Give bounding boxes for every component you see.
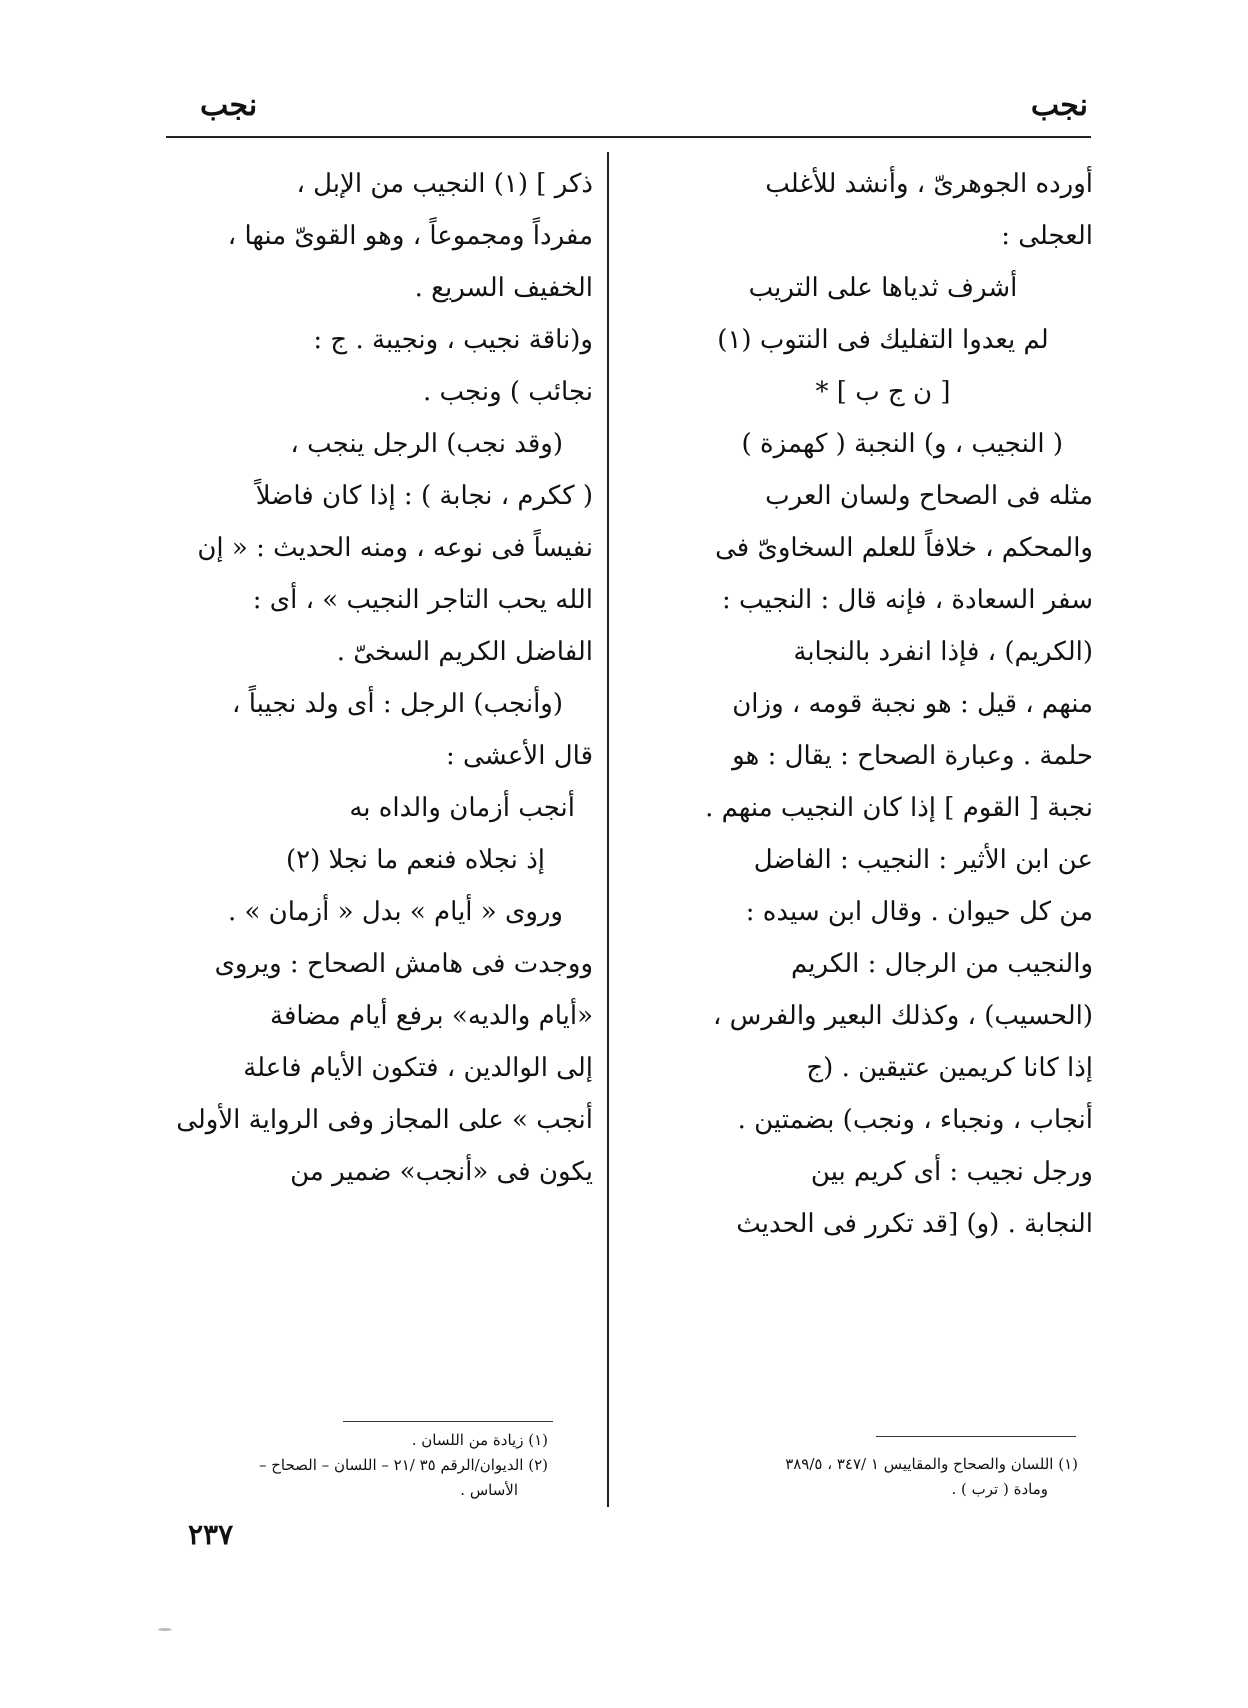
footnote-rule-right xyxy=(876,1436,1076,1437)
text-line: أنجب » على المجاز وفى الرواية الأولى xyxy=(176,1105,593,1135)
verse-line: لم يعدوا التفليك فى النتوب (١) xyxy=(717,325,1049,355)
text-line: مثله فى الصحاح ولسان العرب xyxy=(765,481,1093,511)
text-line: إلى الوالدين ، فتكون الأيام فاعلة xyxy=(243,1053,593,1083)
footnote-rule-left xyxy=(343,1421,553,1422)
text-line: «أيام والديه» برفع أيام مضافة xyxy=(270,1001,593,1031)
footnote: الأساس . xyxy=(460,1481,518,1499)
text-line: عن ابن الأثير : النجيب : الفاضل xyxy=(753,845,1093,875)
text-line: من كل حيوان . وقال ابن سيده : xyxy=(745,897,1093,927)
verse-line: أنجب أزمان والداه به xyxy=(349,793,575,823)
verse-line: إذ نجلاه فنعم ما نجلا (٢) xyxy=(285,845,545,875)
left-column xyxy=(163,158,593,1198)
text-line: ( ككرم ، نجابة ) : إذا كان فاضلاً xyxy=(255,481,593,511)
text-line: ووجدت فى هامش الصحاح : ويروى xyxy=(214,949,593,979)
footnotes-right xyxy=(658,1452,1078,1502)
column-divider xyxy=(607,152,609,1507)
footnote: (١) اللسان والصحاح والمقاييس ١ /٣٤٧ ، ٣٨٩/٥ xyxy=(785,1455,1078,1473)
text-line: النجابة . (و) [قد تكرر فى الحديث xyxy=(736,1209,1093,1239)
text-line: يكون فى «أنجب» ضمير من xyxy=(290,1157,593,1187)
text-line: منهم ، قيل : هو نجبة قومه ، وزان xyxy=(732,689,1093,719)
running-head-right: نجب xyxy=(1030,88,1088,123)
page-number: ٢٣٧ xyxy=(188,1518,234,1551)
text-line: نجائب ) ونجب . xyxy=(422,377,593,407)
right-column xyxy=(673,158,1093,1250)
text-line: مفرداً ومجموعاً ، وهو القوىّ منها ، xyxy=(227,221,593,251)
text-line: العجلى : xyxy=(1001,221,1093,251)
text-line: إذا كانا كريمين عتيقين . (ج xyxy=(806,1053,1093,1083)
scan-speck xyxy=(158,1628,172,1631)
text-line: قال الأعشى : xyxy=(446,741,593,771)
text-line: الله يحب التاجر النجيب » ، أى : xyxy=(252,585,593,615)
footnote: ومادة ( ترب ) . xyxy=(951,1480,1048,1498)
running-head-left: نجب xyxy=(200,88,258,123)
footnote: (١) زيادة من اللسان . xyxy=(411,1431,548,1449)
footnotes-left xyxy=(178,1428,548,1503)
text-line: نفيساً فى نوعه ، ومنه الحديث : « إن xyxy=(197,533,593,563)
text-line: و(ناقة نجيب ، ونجيبة . ج : xyxy=(313,325,593,355)
text-line: وروى « أيام » بدل « أزمان » . xyxy=(227,897,563,927)
text-line: (الحسيب) ، وكذلك البعير والفرس ، xyxy=(713,1001,1093,1031)
text-line: حلمة . وعبارة الصحاح : يقال : هو xyxy=(732,741,1093,771)
text-line: (وأنجب) الرجل : أى ولد نجيباً ، xyxy=(232,689,563,719)
text-line: ( النجيب ، و) النجبة ( كهمزة ) xyxy=(741,429,1063,459)
entry-heading: [ ن ج ب ] * xyxy=(815,377,951,407)
verse-line: أشرف ثدياها على التريب xyxy=(748,273,1018,303)
text-line: ذكر ] (١) النجيب من الإبل ، xyxy=(296,169,593,199)
footnote: (٢) الديوان/الرقم ٣٥ /٢١ – اللسان – الصحاح – xyxy=(258,1456,548,1474)
text-line: الخفيف السريع . xyxy=(414,273,593,303)
header-rule xyxy=(166,136,1091,138)
text-line: أنجاب ، ونجباء ، ونجب) بضمتين . xyxy=(737,1105,1093,1135)
text-line: أورده الجوهرىّ ، وأنشد للأغلب xyxy=(765,169,1093,199)
text-line: (وقد نجب) الرجل ينجب ، xyxy=(290,429,563,459)
text-line: (الكريم) ، فإذا انفرد بالنجابة xyxy=(793,637,1093,667)
text-line: والنجيب من الرجال : الكريم xyxy=(790,949,1093,979)
text-line: ورجل نجيب : أى كريم بين xyxy=(810,1157,1093,1187)
text-line: سفر السعادة ، فإنه قال : النجيب : xyxy=(722,585,1093,615)
text-line: نجبة [ القوم ] إذا كان النجيب منهم . xyxy=(705,793,1093,823)
text-line: الفاضل الكريم السخىّ . xyxy=(336,637,593,667)
text-line: والمحكم ، خلافاً للعلم السخاوىّ فى xyxy=(715,533,1093,563)
